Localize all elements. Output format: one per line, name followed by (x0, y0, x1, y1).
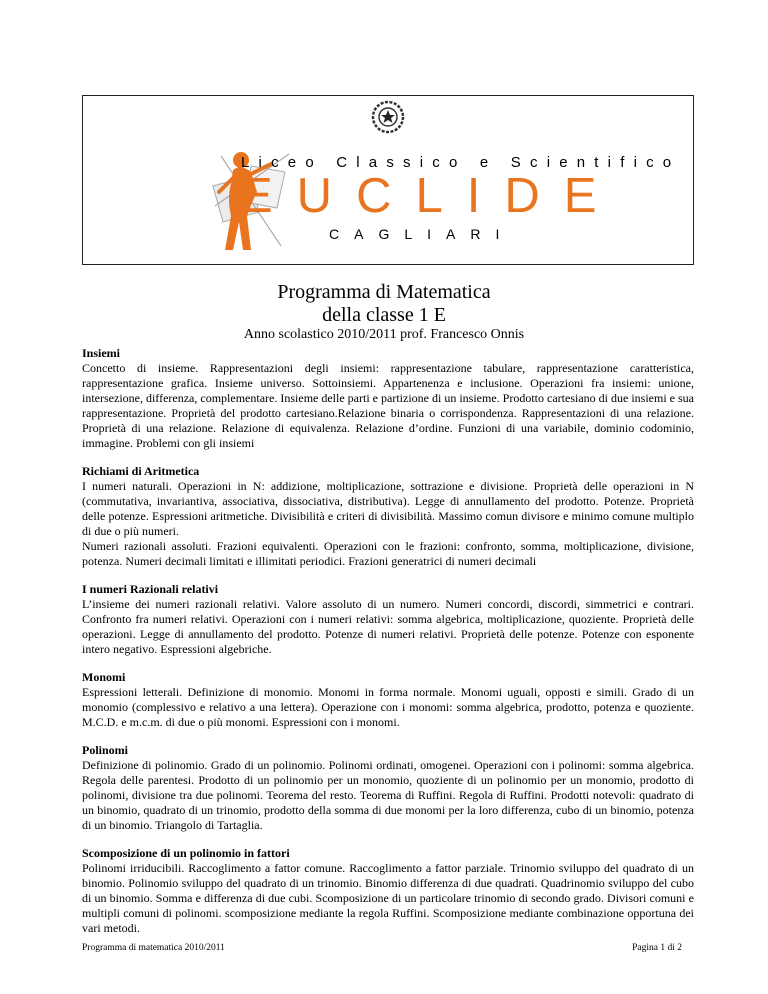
section-aritmetica (82, 464, 694, 569)
school-header (82, 95, 694, 265)
section-heading: I numeri Razionali relativi (82, 582, 219, 596)
section-scomposizione (82, 846, 694, 936)
emblem-icon (371, 100, 405, 134)
class-title: della classe 1 E (322, 304, 446, 326)
section-monomi (82, 670, 694, 730)
section-insiemi (82, 346, 694, 451)
section-razionali-relativi (82, 582, 694, 657)
section-heading: Polinomi (82, 743, 129, 757)
section-polinomi (82, 743, 694, 833)
document-title: Programma di Matematica (277, 281, 491, 303)
footer-document-name: Programma di matematica 2010/2011 (82, 943, 225, 953)
section-heading: Richiami di Aritmetica (82, 464, 200, 478)
school-brand: EUCLIDE (240, 169, 621, 223)
section-paragraph: Numeri razionali assoluti. Frazioni equivalenti. Operazioni con le frazioni: confronto, somma, moltiplicazione, divisione, potenza. Numeri decimali limitati e illimitati periodici. Frazioni generatrici di numeri decimali (82, 539, 694, 568)
section-paragraph: L’insieme dei numeri razionali relativi. Valore assoluto di un numero. Numeri concordi, discordi, simmetrici e contrari. Confronto fra numeri relativi. Operazioni con i numeri relativi: somma algebrica, moltiplicazione, quoziente. Proprietà delle operazioni. Legge di annullamento del prodotto. Potenze di numeri relativi. Proprietà delle potenze. Potenze con esponente intero negativo. Espressioni algebriche. (82, 597, 694, 656)
footer-page-number: Pagina 1 di 2 (632, 943, 682, 953)
school-city: CAGLIARI (329, 226, 515, 242)
section-paragraph: Definizione di polinomio. Grado di un polinomio. Polinomi ordinati, omogenei. Operazioni con i polinomi: somma algebrica. Regola delle parentesi. Prodotto di un polinomio per un monomio, quoziente di un polinomio per un monomio, prodotto di polinomi, divisione tra due polinomi. Teorema del resto. Teorema di Ruffini. Regola di Ruffini. Prodotti notevoli: quadrato di un binomio, quadrato di un trinomio, prodotto della somma di due monomi per la loro differenza, cubo di un binomio, potenza di un binomio. Triangolo di Tartaglia. (82, 758, 694, 832)
program-sections (82, 346, 694, 949)
section-heading: Insiemi (82, 346, 121, 360)
school-year-subtitle: Anno scolastico 2010/2011 prof. Francesco Onnis (243, 327, 525, 342)
school-tagline: Liceo Classico e Scientifico (241, 154, 681, 171)
section-paragraph: Polinomi irriducibili. Raccoglimento a fattor comune. Raccoglimento a fattor parziale. Trinomio sviluppo del quadrato di un binomio. Polinomio sviluppo del quadrato di un trinomio. Binomio differenza di due quadrati. Quadrinomio sviluppo del cubo di un binomio. Somma e differenza di due cubi. Scomposizione di un particolare trinomio di secondo grado. Divisori comuni e multipli comuni di polinomi. scomposizione mediante la regola Ruffini. Scomposizione mediante combinazione opportuna dei vari metodi. (82, 861, 694, 935)
section-heading: Monomi (82, 670, 126, 684)
section-paragraph: I numeri naturali. Operazioni in N: addizione, moltiplicazione, sottrazione e divisione. Proprietà delle operazioni in N (commutativa, invariantiva, associativa, dissociativa, distributiva). Legge di annullamento del prodotto. Potenze. Proprietà delle potenze. Espressioni aritmetiche. Divisibilità e criteri di divisibilità. Massimo comun divisore e minimo comune multiplo di due o più numeri. (82, 479, 694, 538)
section-heading: Scomposizione di un polinomio in fattori (82, 846, 290, 860)
section-paragraph: Concetto di insieme. Rappresentazioni degli insiemi: rappresentazione tabulare, rappresentazione caratteristica, rappresentazione grafica. Insieme universo. Sottoinsiemi. Appartenenza e inclusione. Operazioni fra insiemi: unione, intersezione, differenza, complementare. Insieme delle parti e partizione di un insieme. Prodotto cartesiano di due insiemi e sua rappresentazione. Proprietà del prodotto cartesiano.Relazione binaria o corrispondenza. Rappresentazioni di una relazione. Proprietà di una relazione. Relazione di equivalenza. Relazione d’ordine. Funzioni di una variabile, dominio codominio, immagine. Problemi con gli insiemi (82, 361, 694, 450)
section-paragraph: Espressioni letterali. Definizione di monomio. Monomi in forma normale. Monomi uguali, opposti e simili. Grado di un monomio (complessivo e relativo a una lettera). Operazione con i monomi: somma algebrica, prodotto, potenza e quoziente. M.C.D. e m.c.m. di due o più monomi. Espressioni con i monomi. (82, 685, 694, 729)
